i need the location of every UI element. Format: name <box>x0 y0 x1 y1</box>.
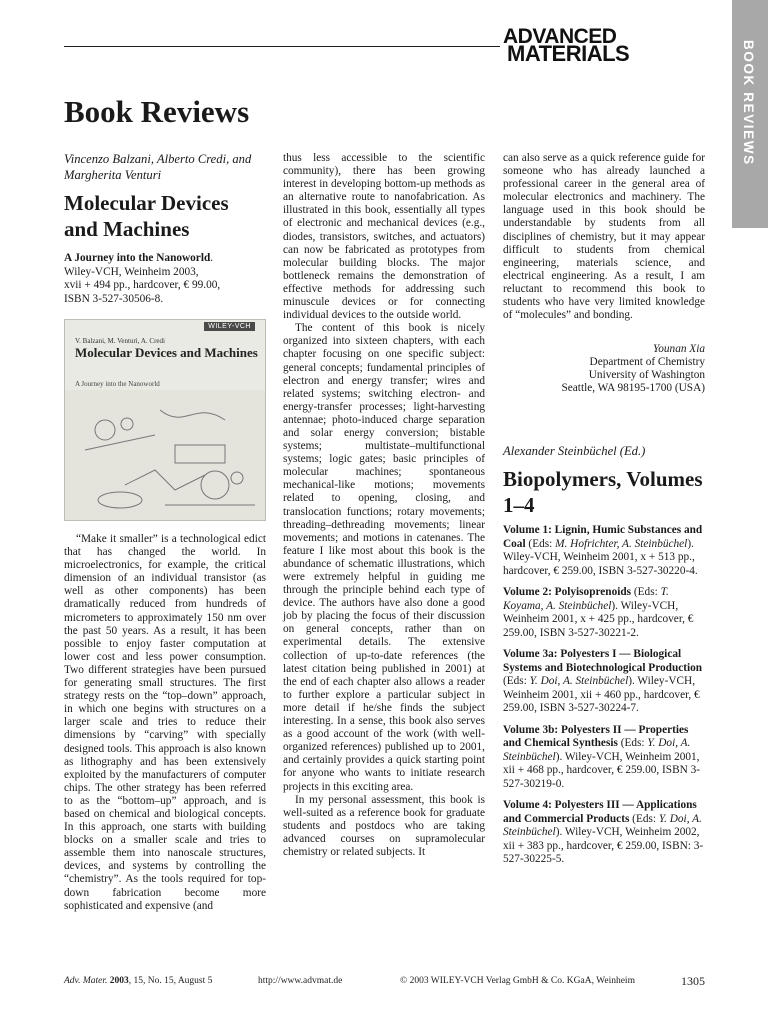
volume-entry: Volume 2: Polyisoprenoids (Eds: T. Koyama, A. Steinbüchel). Wiley-VCH, Weinheim 2001, x + 425 pp., hardcover, € 259.00, ISBN 3-527-30221-2. <box>503 586 694 639</box>
volume-entry: Volume 1: Lignin, Humic Substances and Coal (Eds: M. Hofrichter, A. Steinbüchel). Wiley-VCH, Weinheim 2001, x + 513 pp., hardcover, € 259.00, ISBN 3-527-30220-4. <box>503 524 703 577</box>
review1-body-col2 <box>283 152 485 859</box>
cover-publisher-mark: WILEY-VCH <box>204 322 255 331</box>
side-tab-label: BOOK REVIEWS <box>741 40 756 166</box>
journal-logo-line2: MATERIALS <box>507 41 630 66</box>
book-cover-image <box>64 319 266 521</box>
review1-header <box>64 152 266 306</box>
review1-authors: Vincenzo Balzani, Alberto Credi, and Margherita Venturi <box>64 152 252 182</box>
review1-body-col3 <box>503 152 705 322</box>
volume-entry: Volume 3a: Polyesters I — Biological Systems and Biotechnological Production (Eds: Y. Doi, A. Steinbüchel). Wiley-VCH, Weinheim 2001, xii + 460 pp., hardcover, € 259.00, ISBN 3-527-30224-7. <box>503 648 703 714</box>
volume-entry: Volume 4: Polyesters III — Applications and Commercial Products (Eds: Y. Doi, A. Steinbüchel). Wiley-VCH, Weinheim 2002, xii + 383 pp., hardcover, € 259.00, ISBN: 3-527-30225-5. <box>503 799 704 865</box>
review1-publisher: Wiley-VCH, Weinheim 2003, <box>64 265 199 278</box>
page-number: 1305 <box>681 974 705 988</box>
section-side-tab <box>732 0 768 228</box>
review1-isbn: ISBN 3-527-30506-8. <box>64 292 164 305</box>
reviewer-name: Younan Xia <box>653 343 705 355</box>
cover-title: Molecular Devices and Machines <box>75 345 258 360</box>
volume-entry: Volume 3b: Polyesters II — Properties and Chemical Synthesis (Eds: Y. Doi, A. Steinbüchel). Wiley-VCH, Weinheim 2001, xii + 468 pp., hardcover, € 259.00, ISBN 3-527-30219-0. <box>503 723 701 790</box>
review1-book-title: Molecular Devices and Machines <box>64 191 229 241</box>
footer-citation: Adv. Mater. 2003, 15, No. 15, August 5 <box>64 976 213 986</box>
journal-logo <box>503 25 630 66</box>
review2-book-title: Biopolymers, Volumes 1–4 <box>503 466 703 517</box>
cover-subtitle: A Journey into the Nanoworld <box>75 380 160 388</box>
header-rule <box>64 46 500 47</box>
reviewer-signature <box>503 343 705 395</box>
review2-header <box>503 444 705 518</box>
reviewer-address: Seattle, WA 98195-1700 (USA) <box>561 382 705 395</box>
reviewer-university: University of Washington <box>588 369 705 382</box>
review1-paragraph-1-cont: thus less accessible to the scientific community), there has been growing interest in developing bottom-up methods as an alternative route to nanofabrication. As illustrated in this book, essentially all types of electronic and mechanical devices (e.g., diodes, transistors, switches, and actuators) can now be fabricated as prototypes from molecular building blocks. The major bottleneck remains the demonstration of effective methods for addressing such minuscule devices or for connecting individual devices to the outside world. <box>283 152 485 322</box>
review1-paragraph-3: In my personal assessment, this book is well-suited as a reference book for graduate students and postdocs who are taking advanced courses on supramolecular chemistry or related subjects. It <box>283 793 485 858</box>
review1-paragraph-1: “Make it smaller” is a technological edict that has changed the world. In microelectronics, for example, the critical dimension of an individual transistor (as well as other components) has been dramatically reduced from hundreds of micrometers to approximately 150 nm over the past 50 years. As a result, it has been possible to enjoy faster computation at lower cost and less power consumption. Two different strategies have been pursued for generating small structures. The first strategy rests on the “top–down” approach, in which one begins with structures on a larger scale and tries to reduce their dimensions by “carving” with specially designed tools. This approach is also known as lithography and has been extensively exploited by the manufacturers of computer chips. The other strategy has been referred to as the “bottom–up” approach, and is based on chemical and biological concepts. In this approach, one starts with building blocks on a smaller scale and tries to assemble them into nanoscale structures, devices, and systems by controlling the “chemistry”. As the tools required for top-down fabrication become more sophisticated and expensive (and <box>64 533 266 912</box>
footer-copyright: © 2003 WILEY-VCH Verlag GmbH & Co. KGaA, Weinheim <box>400 976 635 986</box>
review1-body-col1 <box>64 533 266 913</box>
review1-subtitle: A Journey into the Nanoworld <box>64 252 211 264</box>
journal-logo-line1: ADVANCED <box>503 25 617 48</box>
footer-url[interactable]: http://www.advmat.de <box>258 976 343 986</box>
page-title: Book Reviews <box>64 94 250 129</box>
review2-volume-list <box>503 524 705 867</box>
review2-editor: Alexander Steinbüchel (Ed.) <box>503 444 646 458</box>
review1-paragraph-3-cont: can also serve as a quick reference guide for someone who has already launched a professional career in the general area of molecular electronics and machinery. The language used in this book should be understandable by students from all disciplines of chemistry, but it may appear difficult to students from chemical engineering, materials science, and electrical engineering. As a result, I am reluctant to recommend this book to students who have very limited knowledge of “molecules” and bonding. <box>503 152 705 322</box>
review1-paragraph-2: The content of this book is nicely organized into sixteen chapters, with each chapter focusing on one specific subject: general concepts; fundamental principles of electron and energy transfer; wires and related systems; switching electron- and energy-transfer processes; light-harvesting antennae; photo-induced charge separation and solar energy conversion; bistable systems; multistate–multifunctional systems; logic gates; basic principles of molecular machines; spontaneous mechanical-like motions; movements related to opening, closing, and translocation functions; rotary movements; threading–dethreading movements; linear movements; and motions in catenanes. The feature I like most about this book is the abundance of schematic illustrations, which were extremely helpful in guiding me through the principle behind each type of device. The authors have also done a good job by placing the focus of their discussion on general concepts, rather than on experimental details. The extensive collection of up-to-date references (the latest citation being published in 2001) at the end of each chapter also allows a reader to further explore a particular subject in more detail if he/she finds the subject interesting. In a sense, this book also serves as a good account of the work (with well-organized references) published up to 2001, and certainly provides a quick starting point for anyone who wants to initiate research projects in this exciting area. <box>283 322 485 793</box>
cover-illustration <box>65 390 265 520</box>
reviewer-department: Department of Chemistry <box>589 356 705 369</box>
review1-bibliography: A Journey into the Nanoworld. Wiley-VCH, Weinheim 2003, xvii + 494 pp., hardcover, € 99.00, ISBN 3-527-30506-8. <box>64 252 266 306</box>
cover-editors: V. Balzani, M. Venturi, A. Credi <box>75 337 165 345</box>
review1-pages: xvii + 494 pp., hardcover, € 99.00, <box>64 279 221 291</box>
